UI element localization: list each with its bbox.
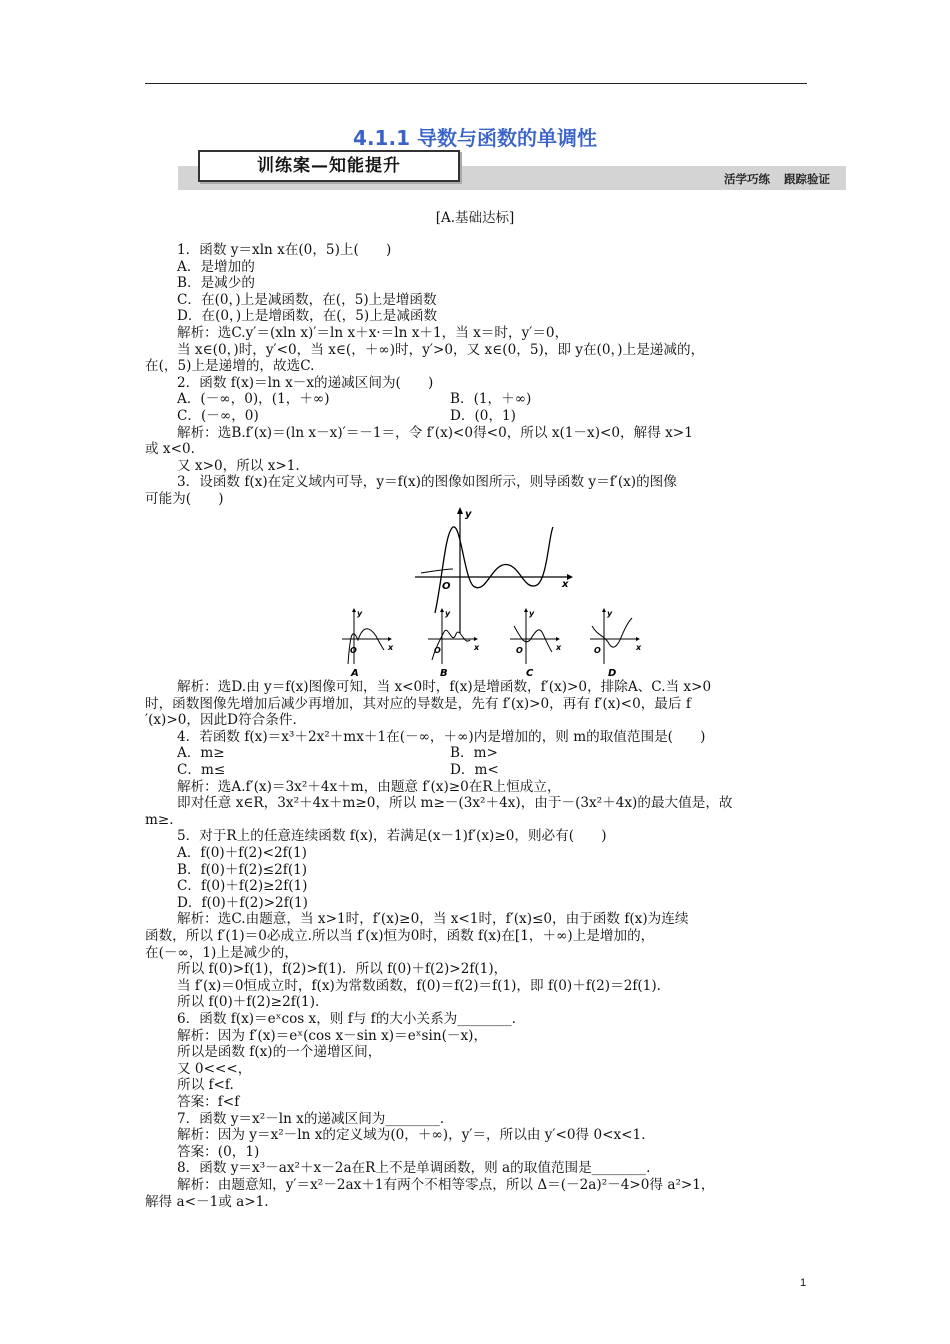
text-line: C．f(0)＋f(2)≥2f(1) <box>177 878 308 895</box>
text-line: 所以 f(0)＋f(2)≥2f(1). <box>177 994 320 1011</box>
main-x-label: x <box>562 579 569 590</box>
text-line-right-option: D．m< <box>450 762 499 778</box>
option-d-label: D <box>608 668 617 679</box>
option-b-graph <box>428 608 480 679</box>
svg-text:x: x <box>474 643 480 652</box>
text-line: 解析：由题意知，y′＝x²－2ax＋1有两个不相等零点，所以 Δ＝(－2a)²－4>0得 a²>1， <box>177 1177 715 1193</box>
text-line: 时，函数图像先增加后减少再增加，其对应的导数是，先有 f′(x)>0，再有 f′(x)<0，最后 f <box>145 695 691 712</box>
option-d-graph <box>590 608 642 679</box>
banner-label: 训练案—知能提升 <box>198 150 460 182</box>
svg-text:O: O <box>434 646 441 655</box>
main-origin-label: O <box>442 581 451 592</box>
text-line: 解析：选C.y′＝(xln x)′＝ln x＋x·＝ln x＋1，当 x＝时，y′＝0， <box>177 325 569 341</box>
text-line: 又 x>0，所以 x>1. <box>177 457 300 474</box>
text-line: m≥. <box>145 811 174 828</box>
text-line: 解析：选A.f′(x)＝3x²＋4x＋m，由题意 f′(x)≥0在R上恒成立， <box>177 778 561 795</box>
option-a-label: A <box>351 668 359 679</box>
svg-text:x: x <box>388 643 394 652</box>
svg-text:O: O <box>516 646 523 655</box>
text-line-right-option: B．m> <box>450 745 498 762</box>
banner-right-text: 活学巧练 跟踪验证 <box>723 172 830 186</box>
header-rule <box>145 83 807 84</box>
text-line: C．m≤ <box>177 762 226 778</box>
text-line: 又 0<<<， <box>177 1060 252 1077</box>
text-line: 所以是函数 f(x)的一个递增区间， <box>177 1044 382 1061</box>
text-line: ′(x)>0，因此D符合条件. <box>145 712 297 729</box>
text-line-right-option: D．(0，1) <box>450 408 516 424</box>
svg-text:x: x <box>556 643 562 652</box>
text-line: 所以 f(0)>f(1)，f(2)>f(1)．所以 f(0)＋f(2)>2f(1)， <box>177 961 508 978</box>
text-line: A．f(0)＋f(2)<2f(1) <box>177 845 307 861</box>
option-b-label: B <box>440 668 448 679</box>
text-line: 函数，所以 f′(1)＝0必成立.所以当 f′(x)恒为0时，函数 f(x)在[1，＋∞)上是增加的， <box>145 928 655 944</box>
text-line: 所以 f<f. <box>177 1077 234 1094</box>
text-line: C．在(0，)上是减函数，在(，5)上是增函数 <box>177 291 437 308</box>
text-line: 在(－∞，1)上是减少的， <box>145 944 298 961</box>
text-line: 6．函数 f(x)＝eˣcos x，则 f与 f的大小关系为________. <box>177 1011 516 1027</box>
option-a-graph <box>342 608 394 679</box>
text-line: 即对任意 x∈R，3x²＋4x＋m≥0，所以 m≥－(3x²＋4x)，由于－(3x²＋4x)的最大值是，故 <box>177 795 733 812</box>
text-line: A．是增加的 <box>177 258 255 275</box>
text-line: 1．函数 y＝xln x在(0，5)上( ) <box>177 242 392 258</box>
text-line: 当 x∈(0，)时，y′<0，当 x∈(，＋∞)时，y′>0，又 x∈(0，5)，即 y在(0，)上是递减的， <box>177 341 705 358</box>
option-c-graph <box>510 608 562 679</box>
text-line: B．是减少的 <box>177 275 255 292</box>
svg-text:y: y <box>529 609 535 618</box>
text-line: 答案：f<f <box>177 1094 240 1110</box>
text-line: A．m≥ <box>177 745 225 762</box>
page-title: 4.1.1 导数与函数的单调性 <box>353 126 597 150</box>
svg-text:O: O <box>594 646 601 655</box>
text-line: 5．对于R上的任意连续函数 f(x)，若满足(x－1)f′(x)≥0，则必有( ) <box>177 828 607 845</box>
main-y-label: y <box>465 509 472 520</box>
svg-text:x: x <box>636 643 642 652</box>
text-line: D．在(0，)上是增函数，在(，5)上是减函数 <box>177 308 438 325</box>
page-number: 1 <box>800 1277 807 1289</box>
text-line: C．(－∞，0) <box>177 408 259 424</box>
text-line: 可能为( ) <box>145 491 224 507</box>
svg-text:y: y <box>357 609 363 618</box>
text-line: 当 f′(x)＝0恒成立时，f(x)为常数函数，f(0)＝f(2)＝f(1)，即 f(0)＋f(2)＝2f(1). <box>177 977 661 994</box>
text-line: D．f(0)＋f(2)>2f(1) <box>177 894 308 911</box>
text-line: 答案：(0，1) <box>177 1143 260 1160</box>
text-line: 解析：因为 f′(x)＝eˣ(cos x－sin x)＝eˣsin(－x)， <box>177 1027 488 1044</box>
text-line: 解析：选C.由题意，当 x>1时，f′(x)≥0，当 x<1时，f′(x)≤0，由于函数 f(x)为连续 <box>177 911 689 928</box>
text-line: 解得 a<－1或 a>1. <box>145 1193 269 1210</box>
option-c-label: C <box>526 668 534 679</box>
text-line-right-option: B．(1，＋∞) <box>450 391 532 408</box>
text-line: 解析：因为 y＝x²－ln x的定义域为(0，＋∞)，y′＝，所以由 y′<0得 0<x<1. <box>177 1127 646 1144</box>
text-line: 3．设函数 f(x)在定义域内可导，y＝f(x)的图像如图所示，则导函数 y＝f′(x)的图像 <box>177 474 677 491</box>
text-line: 在(，5)上是递增的，故选C. <box>145 358 315 375</box>
text-line: 或 x<0. <box>145 441 195 458</box>
text-line: 4．若函数 f(x)＝x³＋2x²＋mx＋1在(－∞，＋∞)内是增加的，则 m的取值范围是( ) <box>177 728 706 745</box>
option-graphs <box>340 606 640 678</box>
text-line: 解析：选B.f′(x)＝(ln x－x)′＝－1＝，令 f′(x)<0得<0，所以 x(1－x)<0，解得 x>1 <box>177 424 693 441</box>
section-label: [A.基础达标] <box>435 210 515 226</box>
text-line: 8．函数 y＝x³－ax²＋x－2a在R上不是单调函数，则 a的取值范围是________. <box>177 1160 651 1177</box>
svg-text:y: y <box>445 609 451 618</box>
text-line: A．(－∞，0)，(1，＋∞) <box>177 391 330 408</box>
text-line: 7．函数 y＝x²－ln x的递减区间为________. <box>177 1110 445 1127</box>
text-line: 2．函数 f(x)＝ln x－x的递减区间为( ) <box>177 374 434 391</box>
text-line: B．f(0)＋f(2)≤2f(1) <box>177 861 308 878</box>
svg-text:y: y <box>607 609 613 618</box>
text-line: 解析：选D.由 y＝f(x)图像可知，当 x<0时，f(x)是增函数，f′(x)>0，排除A、C.当 x>0 <box>177 679 712 695</box>
svg-text:O: O <box>350 646 357 655</box>
